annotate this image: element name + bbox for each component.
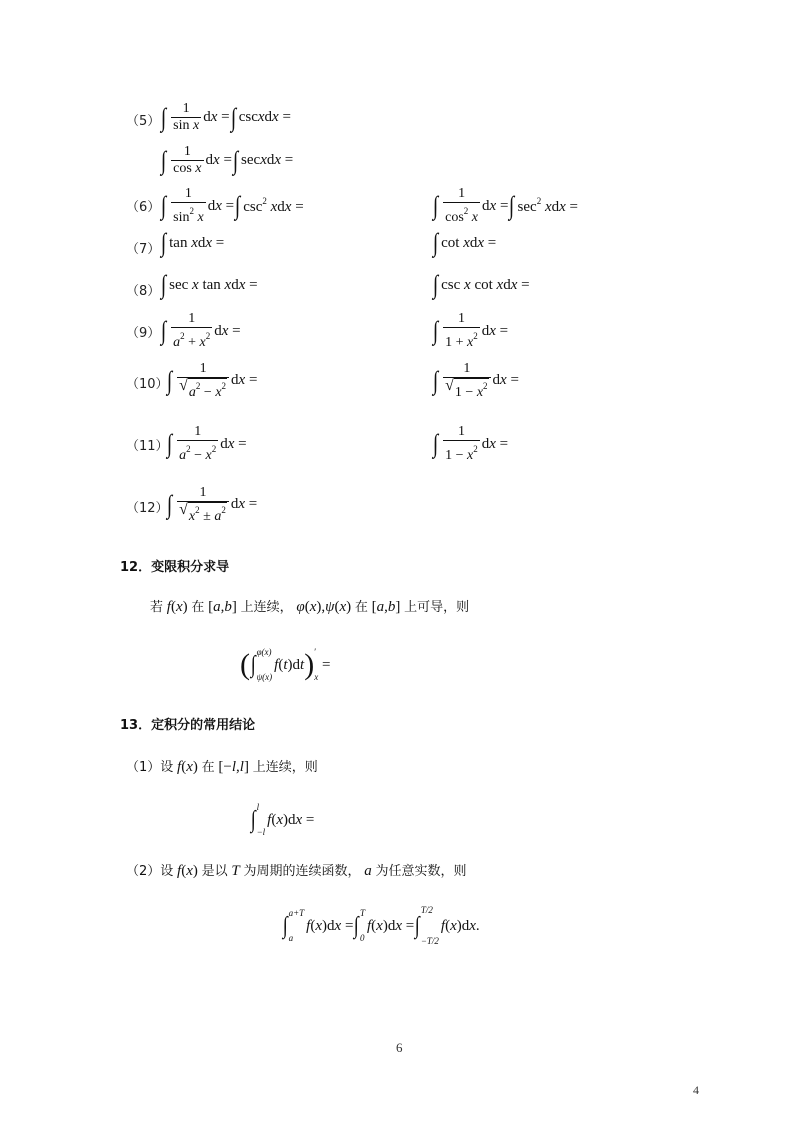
page-number: 6	[396, 1040, 403, 1055]
item-label-10: （10）	[126, 377, 169, 392]
corner-page-number: 4	[693, 1083, 699, 1097]
item-label-8: （8）	[126, 284, 161, 299]
section-12-heading: 12．变限积分求导	[120, 560, 230, 575]
section-13-heading: 13．定积分的常用结论	[120, 718, 256, 733]
s13-p1-end: 上连续，则	[252, 760, 318, 775]
formula-9b: ∫ $\frac{1}{1 + x^2}$ dx =	[432, 311, 509, 350]
s12-text-4: 在	[354, 600, 368, 615]
formula-12: ∫ 1 √ $x^2 \pm a^2$ dx =	[166, 485, 258, 524]
item-label-9: （9）	[126, 326, 161, 341]
formula-7b: ∫ cot xdx =	[432, 228, 497, 257]
s13-p2-mid2: 为周期的连续函数，	[243, 864, 361, 879]
item-label-5: （5）	[126, 114, 161, 129]
section-13-part-1: （1）设 f(x) 在 [−l,l] 上连续，则	[126, 759, 318, 775]
s13-p1-label: （1）设	[126, 760, 174, 775]
formula-6a: ∫ $\frac{1}{\sin^2 x}$ dx = ∫ $\csc^2$ xdx =	[160, 186, 304, 225]
formula-variable-limit-derivative: ( ∫ φ(x) ψ(x) f(t)dt ) ′ x =	[240, 647, 331, 682]
s12-text-1: 若	[150, 600, 164, 615]
formula-8b: ∫ csc x cot xdx =	[432, 270, 530, 299]
item-label-7: （7）	[126, 242, 161, 257]
formula-9a: ∫ $\frac{1}{a^2 + x^2}$ dx =	[160, 311, 241, 350]
s12-text-3: 上连续，	[240, 600, 293, 615]
formula-7a: ∫ tan xdx =	[160, 228, 225, 257]
formula-11a: ∫ $\frac{1}{a^2 - x^2}$ dx =	[166, 424, 247, 463]
s13-p2-end: 为任意实数，则	[375, 864, 467, 879]
item-label-12: （12）	[126, 501, 169, 516]
s13-p2-mid: 是以	[201, 864, 228, 879]
formula-11b: ∫ $\frac{1}{1 - x^2}$ dx =	[432, 424, 509, 463]
section-13-part-2: （2）设 f(x) 是以 T 为周期的连续函数， a 为任意实数，则	[126, 863, 467, 879]
formula-symmetric-integral: ∫ l −l f(x)dx =	[250, 802, 315, 837]
formula-5b: ∫ $\frac{1}{\text{cos x}}$ dx = ∫ secxdx =	[160, 144, 294, 176]
s13-p1-mid: 在	[201, 760, 215, 775]
item-label-11: （11）	[126, 439, 169, 454]
formula-6b: ∫ $\frac{1}{\cos^2 x}$ dx = ∫ $\sec^2$ xdx =	[432, 186, 578, 225]
formula-8a: ∫ sec x tan xdx =	[160, 270, 258, 299]
s12-text-2: 在	[191, 600, 205, 615]
item-label-6: （6）	[126, 200, 161, 215]
formula-5a: ∫ $\frac{1}{\text{sin x}}$ dx = ∫ cscxdx =	[160, 101, 291, 133]
formula-10b: ∫ 1 √ $1 - x^2$ dx =	[432, 361, 519, 400]
s12-text-5: 上可导，则	[404, 600, 470, 615]
formula-periodic-integral: ∫ a+T a f(x)dx = ∫ T 0 f(x)dx = ∫ T/2 −T/2 f(x)dx.	[282, 905, 480, 946]
section-12-statement: 若 f(x) 在 [a,b] 上连续， φ(x),ψ(x) 在 [a,b] 上可导，则	[150, 599, 470, 615]
s13-p2-label: （2）设	[126, 864, 174, 879]
formula-10a: ∫ 1 √ $a^2 - x^2$ dx =	[166, 361, 258, 400]
